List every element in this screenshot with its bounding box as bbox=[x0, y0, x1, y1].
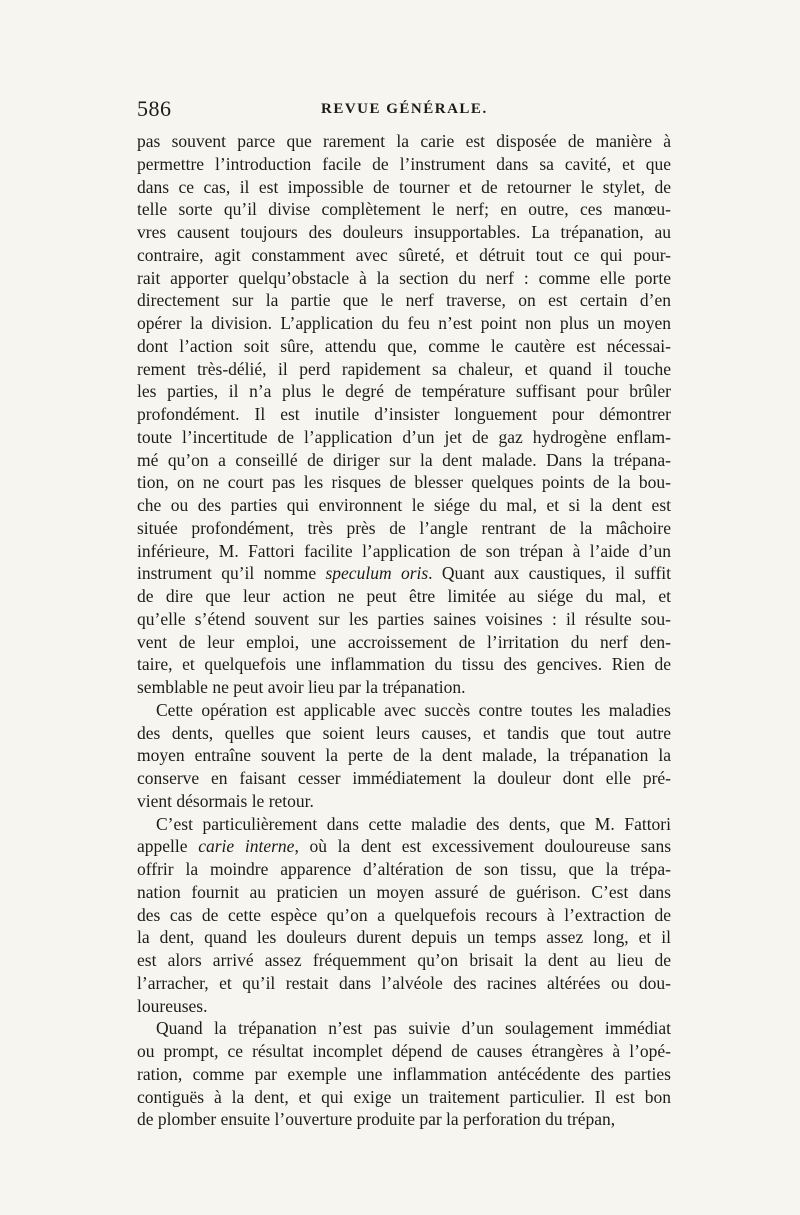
text-line: tion, on ne court pas les risques de blesser quelques points de la bou- bbox=[137, 472, 671, 493]
text-line: située profondément, très près de l’angle rentrant de la mâchoire bbox=[137, 517, 671, 538]
text-segment: . Quant aux caustiques, il suffit bbox=[428, 563, 671, 584]
text-line: inférieure, M. Fattori facilite l’application de son trépan à l’aide d’un bbox=[137, 540, 671, 561]
text-line: nation fournit au praticien un moyen assuré de guérison. C’est dans bbox=[137, 881, 671, 902]
text-line: rait apporter quelqu’obstacle à la section du nerf : comme elle porte bbox=[137, 267, 671, 288]
text-line: qu’elle s’étend souvent sur les parties saines voisines : il résulte sou- bbox=[137, 608, 671, 629]
text-line: vient désormais le retour. bbox=[137, 790, 314, 811]
body-text bbox=[137, 130, 671, 1131]
text-line: l’arracher, et qu’il restait dans l’alvéole des racines altérées ou dou- bbox=[137, 972, 671, 993]
text-line: permettre l’introduction facile de l’instrument dans sa cavité, et que bbox=[137, 153, 671, 174]
text-line: telle sorte qu’il divise complètement le nerf; en outre, ces manœu- bbox=[137, 199, 671, 220]
text-line: rement très-délié, il perd rapidement sa chaleur, et quand il touche bbox=[137, 358, 671, 379]
text-line: dans ce cas, il est impossible de tourner et de retourner le stylet, de bbox=[137, 176, 671, 197]
text-line: contraire, agit constamment avec sûreté, et détruit tout ce qui pour- bbox=[137, 244, 671, 265]
text-line bbox=[137, 835, 671, 858]
text-line: Quand la trépanation n’est pas suivie d’un soulagement immédiat bbox=[156, 1018, 671, 1039]
text-line: contiguës à la dent, et qui exige un traitement particulier. Il est bon bbox=[137, 1086, 671, 1107]
text-line: la dent, quand les douleurs durent depuis un temps assez long, et il bbox=[137, 927, 671, 948]
text-segment: , où la dent est excessivement douloureuse sans bbox=[294, 836, 672, 857]
text-line: des dents, quelles que soient leurs causes, et tandis que tout autre bbox=[137, 722, 671, 743]
text-line: vres causent toujours des douleurs insupportables. La trépanation, au bbox=[137, 222, 671, 242]
text-line: de dire que leur action ne peut être limitée au siége du mal, et bbox=[137, 586, 671, 606]
page-number: 586 bbox=[137, 96, 172, 121]
text-line: che ou des parties qui environnent le siége du mal, et si la dent est bbox=[137, 495, 671, 515]
text-line: ou prompt, ce résultat incomplet dépend de causes étrangères à l’opé- bbox=[137, 1041, 671, 1061]
text-line: loureuses. bbox=[137, 995, 208, 1016]
text-line: C’est particulièrement dans cette maladie des dents, que M. Fattori bbox=[156, 813, 671, 834]
text-line bbox=[137, 562, 671, 585]
text-line: mé qu’on a conseillé de diriger sur la dent malade. Dans la trépana- bbox=[137, 449, 671, 470]
text-line: opérer la division. L’application du feu n’est point non plus un moyen bbox=[137, 313, 671, 333]
italic-term: carie interne bbox=[198, 836, 295, 857]
text-line: profondément. Il est inutile d’insister longuement pour démontrer bbox=[137, 404, 671, 424]
text-line: les parties, il n’a plus le degré de température suffisant pour brûler bbox=[137, 381, 671, 402]
text-line: toute l’incertitude de l’application d’un jet de gaz hydrogène enflam- bbox=[137, 426, 671, 447]
text-line: vent de leur emploi, une accroissement de l’irritation du nerf den- bbox=[137, 631, 671, 652]
running-title: REVUE GÉNÉRALE. bbox=[321, 101, 488, 117]
text-segment: appelle bbox=[137, 836, 199, 857]
paragraph bbox=[137, 813, 671, 1018]
paragraph bbox=[137, 1017, 671, 1131]
page-header bbox=[137, 96, 671, 126]
paragraph bbox=[137, 130, 671, 699]
text-line: ration, comme par exemple une inflammation antécédente des parties bbox=[137, 1063, 671, 1084]
text-line: offrir la moindre apparence d’altération de son tissu, que la trépa- bbox=[137, 859, 671, 879]
text-line: taire, et quelquefois une inflammation du tissu des gencives. Rien de bbox=[137, 654, 671, 675]
text-line: Cette opération est applicable avec succès contre toutes les maladies bbox=[156, 699, 671, 720]
paragraph bbox=[137, 699, 671, 813]
text-line: est alors arrivé assez fréquemment qu’on brisait la dent au lieu de bbox=[137, 950, 671, 970]
text-line: pas souvent parce que rarement la carie est disposée de manière à bbox=[137, 131, 671, 151]
text-line: dont l’action soit sûre, attendu que, comme le cautère est nécessai- bbox=[137, 335, 671, 356]
text-line: moyen entraîne souvent la perte de la dent malade, la trépanation la bbox=[137, 745, 671, 766]
italic-term: speculum oris bbox=[325, 563, 429, 584]
text-line: des cas de cette espèce qu’on a quelquefois recours à l’extraction de bbox=[137, 904, 671, 925]
text-segment: instrument qu’il nomme bbox=[137, 563, 326, 584]
text-line: de plomber ensuite l’ouverture produite par la perforation du trépan, bbox=[137, 1109, 616, 1130]
text-line: semblable ne peut avoir lieu par la trépanation. bbox=[137, 677, 466, 697]
text-line: conserve en faisant cesser immédiatement la douleur dont elle pré- bbox=[137, 768, 671, 788]
text-line: directement sur la partie que le nerf traverse, on est certain d’en bbox=[137, 290, 671, 311]
